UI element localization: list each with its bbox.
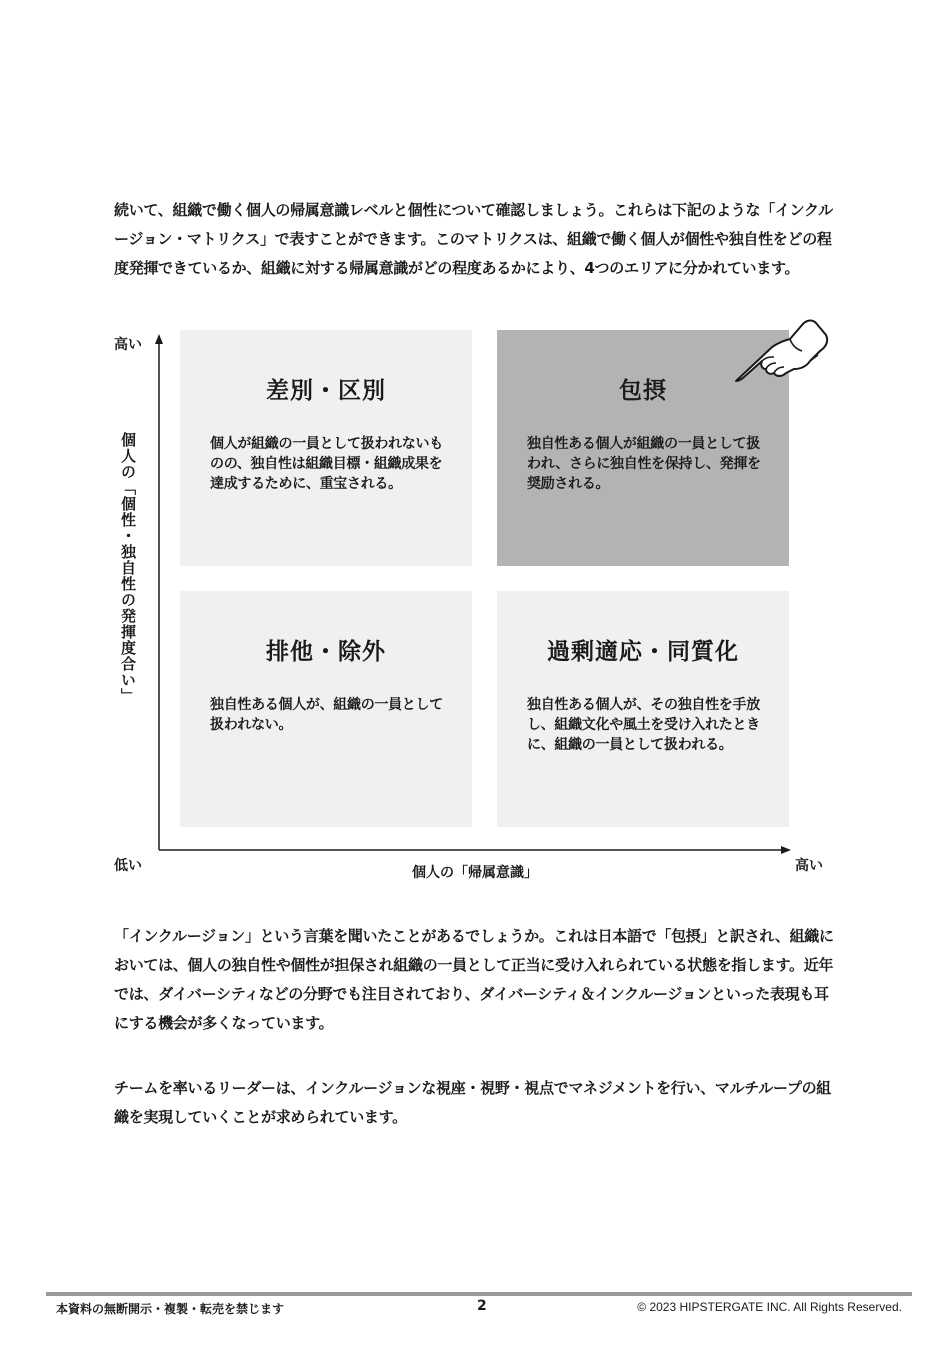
- footer-divider: [46, 1292, 912, 1296]
- inclusion-explanation-paragraph: 「インクルージョン」という言葉を聞いたことがあるでしょうか。これは日本語で「包摂」と訳され、組織においては、個人の独自性や個性が担保され組織の一員として正当に受け入れられている状態を指します。近年では、ダイバーシティなどの分野でも注目されており、ダイバーシティ＆インクルージョンといった表現も耳にする機会が多くなっています。: [114, 927, 834, 1032]
- y-axis-title: 個人の「個性・独自性の発揮度合い」: [119, 432, 137, 704]
- x-axis-title: 個人の「帰属意識」: [412, 865, 538, 881]
- quadrant-exclusion: [180, 591, 472, 827]
- quadrant-title: 排他・除外: [266, 639, 386, 665]
- footer-notice: 本資料の無断開示・複製・転売を禁じます: [56, 1302, 285, 1316]
- quadrant-title: 包摂: [619, 378, 667, 404]
- quadrant-title: 過剰適応・同質化: [547, 639, 739, 665]
- quadrant-assimilation: [497, 591, 789, 827]
- quadrant-discrimination: [180, 330, 472, 566]
- x-axis-low-label: 低い: [114, 858, 142, 874]
- quadrant-description: 独自性ある個人が、組織の一員として扱われない。: [210, 697, 443, 733]
- quadrant-description: 独自性ある個人が組織の一員として扱われ、さらに独自性を保持し、発揮を奨励される。: [527, 436, 761, 492]
- intro-paragraph: 続いて、組織で働く個人の帰属意識レベルと個性について確認しましょう。これらは下記のような「インクルージョン・マトリクス」で表すことができます。このマトリクスは、組織で働く個人が個性や独自性をどの程度発揮できているか、組織に対する帰属意識がどの程度あるかにより、4つのエリアに分かれています。: [114, 201, 833, 277]
- footer-copyright: © 2023 HIPSTERGATE INC. All Rights Reserved.: [637, 1300, 902, 1314]
- page-number: 2: [477, 1298, 487, 1314]
- quadrant-description: 独自性ある個人が、その独自性を手放し、組織文化や風土を受け入れたときに、組織の一員として扱われる。: [527, 697, 760, 753]
- pointing-hand-icon: [730, 315, 830, 387]
- leader-paragraph: チームを率いるリーダーは、インクルージョンな視座・視野・視点でマネジメントを行い、マルチループの組織を実現していくことが求められています。: [114, 1079, 832, 1126]
- y-axis-high-label: 高い: [114, 337, 142, 353]
- x-axis-high-label: 高い: [795, 858, 823, 874]
- quadrant-description: 個人が組織の一員として扱われないものの、独自性は組織目標・組織成果を達成するために、重宝される。: [210, 436, 443, 492]
- quadrant-title: 差別・区別: [266, 378, 386, 404]
